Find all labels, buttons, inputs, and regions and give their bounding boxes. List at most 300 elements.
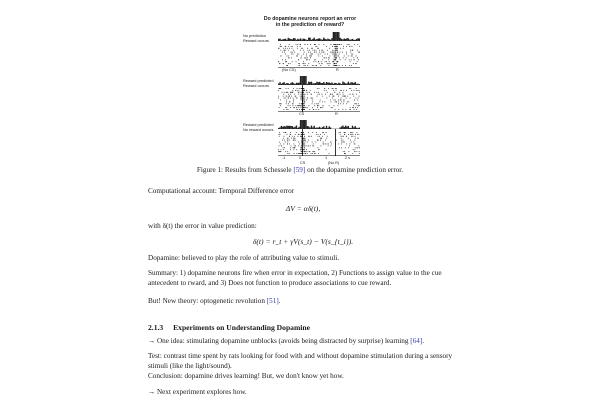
spike-dot	[314, 44, 315, 45]
spike-dot	[319, 44, 320, 45]
spike-dot	[333, 105, 334, 106]
spike-dot	[311, 153, 312, 154]
spike-dot	[348, 56, 349, 57]
spike-dot	[326, 61, 327, 62]
spike-dot	[294, 145, 295, 146]
spike-dot	[343, 151, 344, 152]
spike-dot	[338, 103, 339, 104]
spike-dot	[358, 134, 359, 135]
spike-dot	[357, 57, 358, 58]
spike-dot	[295, 90, 296, 91]
histogram-bar	[355, 40, 356, 41]
spike-dot	[303, 144, 304, 145]
spike-dot	[323, 144, 324, 145]
histogram-bar	[346, 38, 347, 41]
spike-dot	[351, 142, 352, 143]
spike-dot	[298, 107, 299, 108]
spike-dot	[350, 132, 351, 133]
histogram-bar	[345, 83, 346, 85]
spike-dot	[350, 52, 351, 53]
histogram-bar	[289, 84, 290, 85]
citation-link[interactable]: [59]	[293, 166, 306, 174]
spike-dot	[285, 142, 286, 143]
spike-dot	[353, 63, 354, 64]
spike-dot	[332, 94, 333, 95]
spike-dot	[294, 144, 295, 145]
spike-dot	[286, 101, 287, 102]
spike-dot	[335, 88, 336, 89]
section-number: 2.1.3	[148, 323, 164, 332]
spike-dot	[306, 56, 307, 57]
spike-dot	[320, 65, 321, 66]
spike-dot	[312, 65, 313, 66]
spike-dot	[305, 65, 306, 66]
spike-dot	[349, 44, 350, 45]
spike-dot	[338, 96, 339, 97]
spike-dot	[290, 92, 291, 93]
spike-dot	[280, 88, 281, 89]
spike-dot	[298, 90, 299, 91]
spike-dot	[288, 96, 289, 97]
spike-dot	[297, 98, 298, 99]
spike-dot	[318, 147, 319, 148]
spike-dot	[359, 92, 360, 93]
spike-dot	[301, 48, 302, 49]
spike-dot	[297, 44, 298, 45]
spike-dot	[308, 136, 309, 137]
spike-dot	[307, 44, 308, 45]
spike-dot	[284, 52, 285, 53]
spike-dot	[333, 65, 334, 66]
spike-dot	[317, 96, 318, 97]
spike-dot	[322, 59, 323, 60]
histogram-bar	[353, 127, 354, 129]
spike-dot	[352, 132, 353, 133]
citation-link[interactable]: [51]	[266, 297, 279, 305]
spike-dot	[290, 105, 291, 106]
spike-dot	[346, 57, 347, 58]
histogram-bar	[342, 82, 343, 85]
spike-dot	[319, 101, 320, 102]
spike-dot	[350, 109, 351, 110]
spike-dot	[352, 153, 353, 154]
spike-dot	[305, 138, 306, 139]
histogram-bar	[282, 127, 283, 129]
spike-dot	[336, 63, 337, 64]
histogram-bar	[341, 84, 342, 85]
spike-dot	[338, 44, 339, 45]
spike-dot	[348, 101, 349, 102]
spike-dot	[279, 48, 280, 49]
histogram-bar	[297, 39, 298, 41]
spike-dot	[355, 144, 356, 145]
histogram-bar	[315, 40, 316, 41]
spike-dot	[340, 103, 341, 104]
spike-dot	[301, 103, 302, 104]
spike-dot	[295, 134, 296, 135]
histogram-bar	[350, 82, 351, 85]
histogram-bar	[286, 40, 287, 41]
spike-dot	[298, 59, 299, 60]
histogram-bar	[285, 39, 286, 41]
spike-dot	[336, 101, 337, 102]
spike-dot	[297, 56, 298, 57]
spike-dot	[298, 105, 299, 106]
spike-dot	[323, 144, 324, 145]
spike-dot	[312, 48, 313, 49]
spike-dot	[296, 44, 297, 45]
histogram-bar	[318, 39, 319, 41]
histogram-bar	[352, 39, 353, 41]
spike-dot	[317, 88, 318, 89]
histogram-bar	[282, 39, 283, 41]
spike-dot	[350, 107, 351, 108]
spike-dot	[297, 105, 298, 106]
histogram-bar	[311, 126, 312, 129]
spike-dot	[334, 92, 335, 93]
spike-dot	[303, 107, 304, 108]
spike-dot	[335, 56, 336, 57]
spike-dot	[351, 90, 352, 91]
spike-dot	[305, 94, 306, 95]
histogram-bar	[288, 38, 289, 41]
histogram-bar	[312, 127, 313, 129]
histogram-bar	[309, 38, 310, 41]
spike-dot	[354, 44, 355, 45]
citation-link[interactable]: [64]	[410, 337, 423, 345]
spike-dot	[325, 144, 326, 145]
histogram-bar	[279, 39, 280, 41]
spike-dot	[342, 142, 343, 143]
spike-dot	[312, 153, 313, 154]
histogram-bar	[349, 128, 350, 129]
spike-dot	[293, 92, 294, 93]
spike-dot	[304, 105, 305, 106]
spike-dot	[288, 138, 289, 139]
spike-dot	[322, 50, 323, 51]
spike-dot	[336, 48, 337, 49]
spike-dot	[285, 50, 286, 51]
spike-dot	[326, 57, 327, 58]
spike-dot	[323, 44, 324, 45]
spike-dot	[304, 147, 305, 148]
spike-dot	[295, 105, 296, 106]
histogram-bar	[281, 126, 282, 129]
histogram-bar	[312, 83, 313, 85]
histogram-bar	[330, 83, 331, 85]
panel-3-mark-cs: CS	[300, 161, 306, 165]
spike-dot	[285, 151, 286, 152]
histogram-bar	[330, 127, 331, 129]
spike-dot	[290, 107, 291, 108]
histogram-bar	[338, 83, 339, 85]
spike-dot	[338, 109, 339, 110]
spike-dot	[297, 88, 298, 89]
spike-dot	[286, 109, 287, 110]
spike-dot	[299, 54, 300, 55]
histogram-bar	[289, 39, 290, 41]
spike-dot	[311, 56, 312, 57]
spike-dot	[294, 147, 295, 148]
spike-dot	[309, 151, 310, 152]
spike-dot	[335, 109, 336, 110]
spike-dot	[328, 88, 329, 89]
spike-dot	[332, 46, 333, 47]
spike-dot	[341, 100, 342, 101]
spike-dot	[312, 103, 313, 104]
spike-dot	[342, 52, 343, 53]
spike-dot	[357, 100, 358, 101]
spike-dot	[303, 94, 304, 95]
spike-dot	[339, 132, 340, 133]
spike-dot	[316, 50, 317, 51]
spike-dot	[280, 134, 281, 135]
spike-dot	[279, 142, 280, 143]
histogram-bar	[279, 82, 280, 85]
histogram-bar	[352, 82, 353, 85]
spike-dot	[352, 94, 353, 95]
spike-dot	[289, 144, 290, 145]
spike-dot	[304, 96, 305, 97]
spike-dot	[295, 145, 296, 146]
spike-dot	[334, 50, 335, 51]
spike-dot	[299, 109, 300, 110]
spike-dot	[314, 103, 315, 104]
spike-dot	[351, 134, 352, 135]
histogram-bar	[346, 127, 347, 129]
spike-dot	[288, 50, 289, 51]
spike-dot	[338, 144, 339, 145]
spike-dot	[301, 88, 302, 89]
histogram-bar	[290, 83, 291, 85]
spike-dot	[282, 140, 283, 141]
histogram-bar	[307, 126, 308, 129]
histogram-bar	[326, 126, 327, 129]
histogram-bar	[300, 38, 301, 41]
spike-dot	[337, 50, 338, 51]
spike-dot	[293, 147, 294, 148]
spike-dot	[304, 134, 305, 135]
spike-dot	[333, 88, 334, 89]
histogram-bar	[334, 83, 335, 85]
spike-dot	[359, 96, 360, 97]
spike-dot	[352, 107, 353, 108]
histogram-bar	[331, 82, 332, 85]
spike-dot	[316, 52, 317, 53]
histogram-bar	[359, 38, 360, 41]
spike-dot	[334, 65, 335, 66]
spike-dot	[278, 149, 279, 150]
spike-dot	[294, 107, 295, 108]
histogram-bar	[327, 83, 328, 85]
spike-dot	[298, 145, 299, 146]
spike-dot	[304, 52, 305, 53]
histogram-bar	[352, 126, 353, 129]
spike-dot	[311, 48, 312, 49]
spike-dot	[292, 48, 293, 49]
spike-dot	[357, 44, 358, 45]
spike-dot	[301, 100, 302, 101]
spike-dot	[350, 98, 351, 99]
spike-dot	[349, 88, 350, 89]
spike-dot	[312, 101, 313, 102]
histogram-bar	[283, 126, 284, 129]
one-idea-line: → One idea: stimulating dopamine unblocks (avoids being distracted by surprise) learning [64].	[148, 337, 425, 345]
histogram-bar	[322, 127, 323, 129]
spike-dot	[304, 65, 305, 66]
spike-dot	[304, 136, 305, 137]
spike-dot	[322, 132, 323, 133]
spike-dot	[328, 57, 329, 58]
spike-dot	[297, 48, 298, 49]
spike-dot	[281, 46, 282, 47]
spike-dot	[343, 100, 344, 101]
spike-dot	[351, 136, 352, 137]
spike-dot	[335, 48, 336, 49]
spike-dot	[319, 136, 320, 137]
spike-dot	[285, 48, 286, 49]
spike-dot	[284, 98, 285, 99]
spike-dot	[346, 52, 347, 53]
spike-dot	[287, 134, 288, 135]
spike-dot	[301, 107, 302, 108]
spike-dot	[324, 57, 325, 58]
spike-dot	[311, 98, 312, 99]
spike-dot	[359, 105, 360, 106]
spike-dot	[320, 107, 321, 108]
spike-dot	[285, 54, 286, 55]
histogram-bar	[326, 82, 327, 85]
spike-dot	[347, 101, 348, 102]
spike-dot	[280, 105, 281, 106]
spike-dot	[317, 48, 318, 49]
spike-dot	[313, 65, 314, 66]
histogram-bar	[356, 39, 357, 41]
spike-dot	[343, 48, 344, 49]
histogram-bar	[314, 126, 315, 129]
summary-paragraph: Summary: 1) dopamine neurons fire when error in expectation, 2) Functions to assign value to the cue antecedent to rward, and 3) Does not function to produce associations to cue reward.	[148, 269, 442, 287]
spike-dot	[288, 63, 289, 64]
spike-dot	[319, 63, 320, 64]
spike-dot	[332, 50, 333, 51]
spike-dot	[333, 44, 334, 45]
spike-dot	[337, 52, 338, 53]
spike-dot	[297, 90, 298, 91]
raster-panel-reward-predicted	[278, 76, 360, 112]
spike-dot	[279, 107, 280, 108]
spike-dot	[295, 140, 296, 141]
spike-dot	[335, 57, 336, 58]
spike-dot	[356, 147, 357, 148]
spike-dot	[315, 59, 316, 60]
spike-dot	[335, 44, 336, 45]
spike-dot	[288, 56, 289, 57]
histogram-bar	[344, 127, 345, 129]
spike-dot	[328, 59, 329, 60]
histogram-bar	[357, 128, 358, 129]
spike-dot	[312, 100, 313, 101]
spike-dot	[307, 48, 308, 49]
spike-dot	[351, 56, 352, 57]
spike-dot	[288, 103, 289, 104]
spike-dot	[282, 52, 283, 53]
spike-dot	[281, 149, 282, 150]
spike-dot	[288, 88, 289, 89]
spike-dot	[353, 149, 354, 150]
spike-dot	[329, 48, 330, 49]
histogram-bar	[357, 38, 358, 41]
histogram-bar	[282, 83, 283, 85]
spike-dot	[312, 98, 313, 99]
histogram-bar	[323, 38, 324, 41]
spike-dot	[301, 140, 302, 141]
spike-dot	[328, 63, 329, 64]
histogram-bar	[337, 32, 338, 41]
histogram-bar	[309, 82, 310, 85]
histogram-bar	[288, 83, 289, 85]
spike-dot	[330, 142, 331, 143]
spike-dot	[300, 96, 301, 97]
spike-dot	[358, 98, 359, 99]
spike-dot	[316, 132, 317, 133]
panel-2-mark-cs: CS	[299, 112, 305, 116]
spike-dot	[314, 151, 315, 152]
spike-dot	[345, 132, 346, 133]
histogram-bar	[326, 39, 327, 41]
spike-dot	[318, 153, 319, 154]
spike-dot	[287, 48, 288, 49]
spike-dot	[343, 103, 344, 104]
spike-dot	[334, 100, 335, 101]
spike-dot	[334, 46, 335, 47]
spike-dot	[313, 61, 314, 62]
histogram-bar	[319, 38, 320, 41]
spike-dot	[305, 142, 306, 143]
spike-dot	[309, 136, 310, 137]
histogram-bar	[304, 120, 305, 129]
spike-dot	[316, 61, 317, 62]
histogram-bar	[316, 82, 317, 85]
spike-dot	[322, 56, 323, 57]
spike-dot	[336, 56, 337, 57]
spike-dot	[338, 100, 339, 101]
spike-dot	[336, 54, 337, 55]
histogram-bar	[278, 128, 279, 129]
histogram-bar	[301, 76, 302, 85]
histogram-bar	[312, 39, 313, 41]
histogram-bar	[283, 39, 284, 41]
spike-dot	[288, 57, 289, 58]
spike-dot	[346, 98, 347, 99]
spike-dot	[285, 107, 286, 108]
spike-dot	[355, 149, 356, 150]
histogram-bar	[345, 39, 346, 41]
histogram-bar	[356, 128, 357, 129]
spike-dot	[323, 142, 324, 143]
spike-dot	[280, 50, 281, 51]
spike-dot	[357, 132, 358, 133]
spike-dot	[324, 88, 325, 89]
spike-dot	[340, 132, 341, 133]
spike-dot	[306, 92, 307, 93]
spike-dot	[349, 46, 350, 47]
spike-dot	[345, 96, 346, 97]
spike-dot	[303, 138, 304, 139]
spike-dot	[325, 61, 326, 62]
histogram-bar	[315, 128, 316, 129]
spike-dot	[355, 147, 356, 148]
spike-dot	[342, 109, 343, 110]
